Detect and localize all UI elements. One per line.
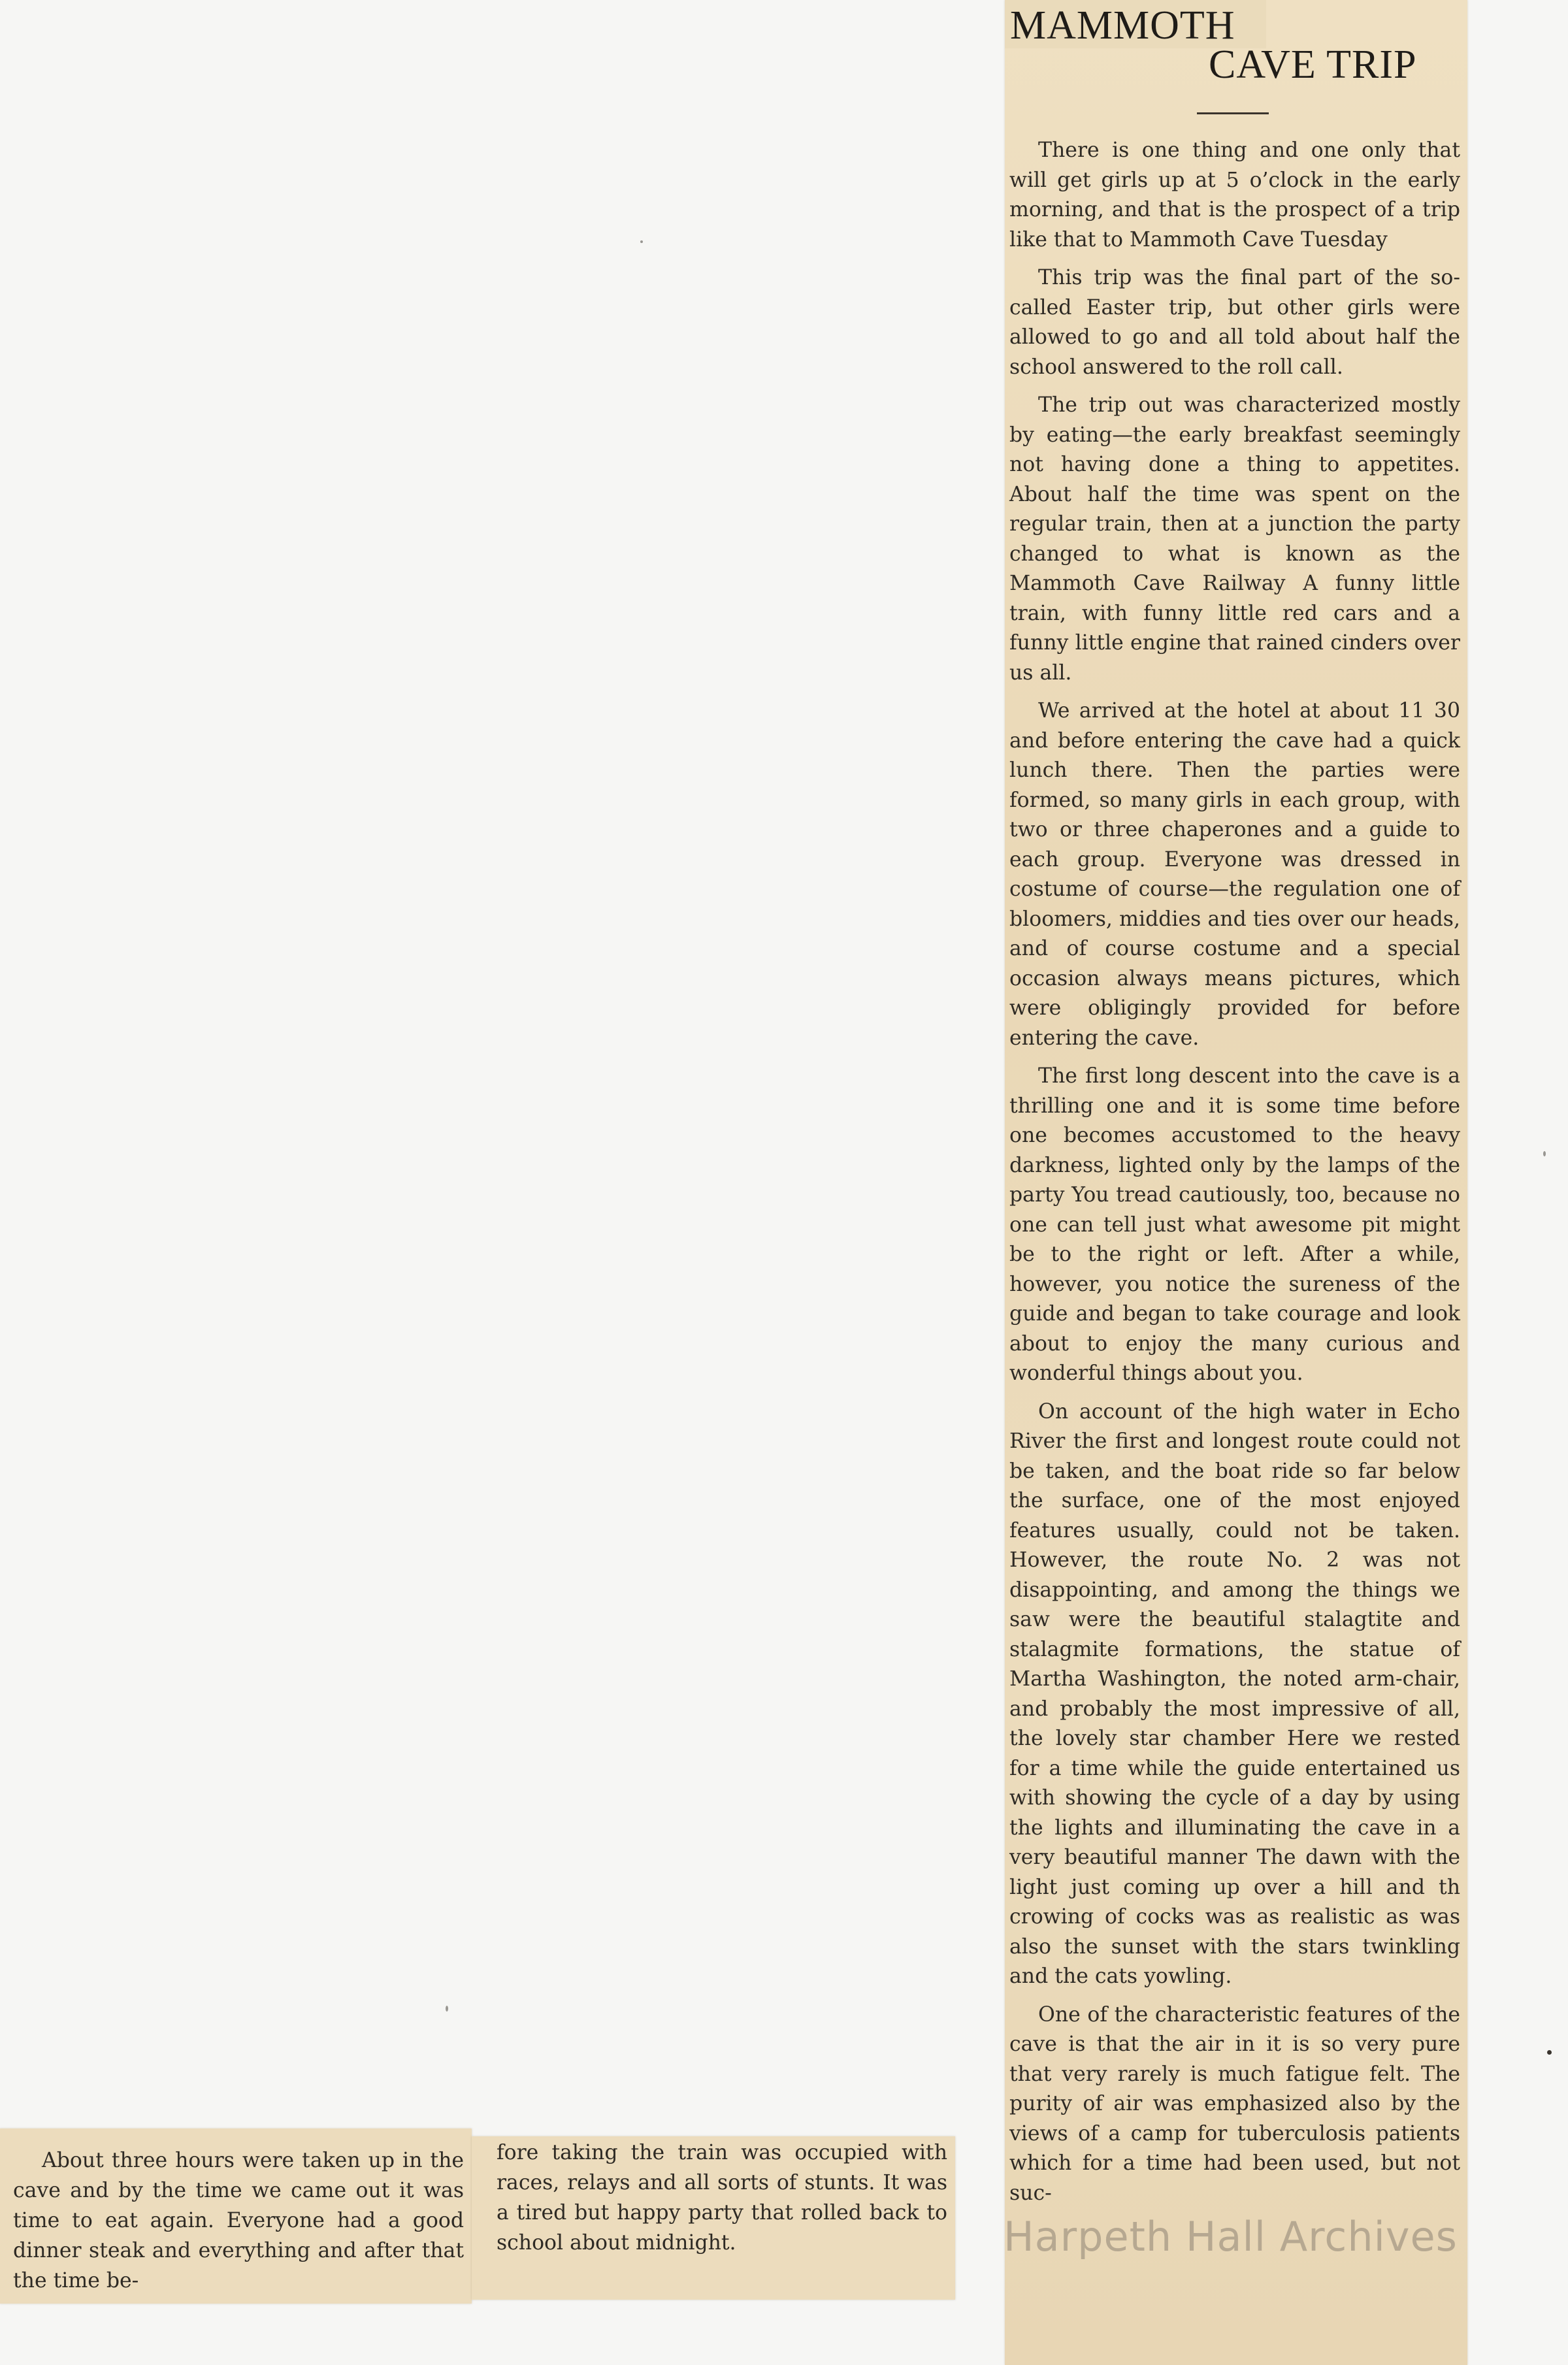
title-divider [1197, 112, 1269, 114]
paragraph-6: On account of the high water in Echo River the first and longest route could not be taken, and the boat ride so far below the surface, one of the most enjoyed features usually, could not be taken. However, the route No. 2 was not disappointing, and among the things we saw were the beautiful stalagtite and stalagmite formations, the statue of Martha Washington, the noted arm-chair, and probably the most impressive of all, the lovely star chamber Here we rested for a time while the guide entertained us with showing the cycle of a day by using the lights and illuminating the cave in a very beautiful manner The dawn with the light just coming up over a hill and th crowing of cocks was as realistic as was also the sunset with the stars twinkling and the cats yowling. [1009, 1399, 1460, 1988]
continuation-paragraph-2: fore taking the train was occupied with races, relays and all sorts of stunts. It was a tired but happy party that rolled back to school about midnight. [497, 2141, 947, 2255]
paragraph-2: This trip was the final part of the so-called Easter trip, but other girls were allowed to go and all told about half the school answered to the roll call. [1009, 266, 1460, 379]
paragraph-4: We arrived at the hotel at about 11 30 and before entering the cave had a quick lunch there. Then the parties were formed, so many girls in each group, with two or three chaperones and a guide to each group. Everyone was dressed in costume of course—the regulation one of bloomers, middies and ties over our heads, and of course costume and a special occasion always means pictures, which were obligingly provided for before entering the cave. [1009, 699, 1460, 1050]
paper-speck [1543, 1151, 1546, 1156]
continuation-text-2 [497, 2138, 947, 2258]
paragraph-1: There is one thing and one only that will get girls up at 5 o’clock in the early morning, and that is the prospect of a trip like that to Mammoth Cave Tuesday [1009, 139, 1460, 252]
continuation-text-1 [13, 2145, 464, 2296]
paper-speck [1547, 2050, 1552, 2055]
continuation-paragraph-1: About three hours were taken up in the cave and by the time we came out it was time to eat again. Everyone had a good dinner steak and everything and after that the time be- [13, 2149, 464, 2292]
paper-speck [446, 2006, 448, 2012]
paragraph-5: The first long descent into the cave is a thrilling one and it is some time before one becomes accustomed to the heavy darkness, lighted only by the lamps of the party You tread cautiously, too, because no one can tell just what awesome pit might be to the right or left. After a while, however, you notice the sureness of the guide and began to take courage and look about to enjoy the many curious and wonderful things about you. [1009, 1064, 1460, 1385]
article-title-line-1: MAMMOTH [1010, 3, 1235, 48]
paragraph-3: The trip out was characterized mostly by eating—the early breakfast seemingly not having done a thing to appetites. About half the time was spent on the regular train, then at a junction the party changed to what is known as the Mammoth Cave Railway A funny little train, with funny little red cars and a funny little engine that rained cinders over us all. [1009, 393, 1460, 685]
paper-speck [640, 240, 643, 243]
article-body [1009, 136, 1460, 2217]
archive-watermark: Harpeth Hall Archives [1004, 2213, 1458, 2260]
article-title-line-2: CAVE TRIP [1209, 42, 1417, 87]
paragraph-7: One of the characteristic features of the cave is that the air in it is so very pure that very rarely is much fatigue felt. The purity of air was emphasized also by the views of a camp for tuberculosis patients which for a time had been used, but not suc- [1009, 2002, 1460, 2205]
